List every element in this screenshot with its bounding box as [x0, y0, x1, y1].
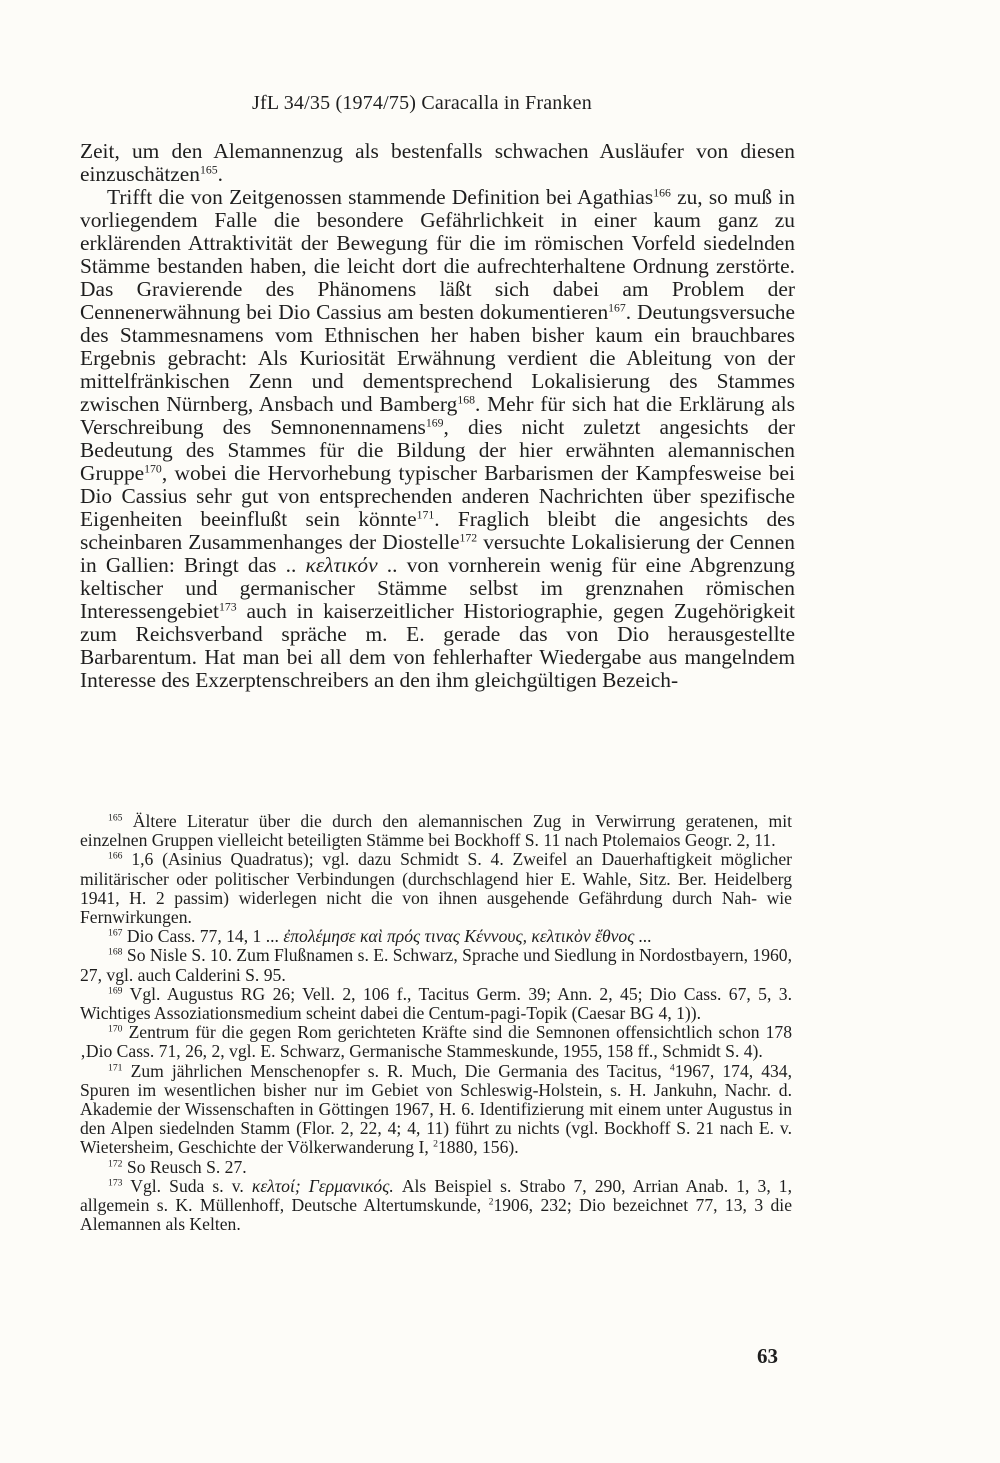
footnote-number: 169 — [108, 985, 123, 997]
text-run: , wobei die Hervorhebung typischer Barbarismen der Kampfesweise bei Dio Cassius sehr gut von entsprechenden anderen Nachrichten über spezifische Eigenheiten beeinflußt sein könnte — [80, 461, 795, 531]
footnote-ref-171[interactable]: 171 — [416, 508, 435, 522]
footnote-text: Als Beispiel s. Strabo 7, 290, Arrian Anab. 1, 3, 1, allgemein s. K. Müllenhoff, Deutsche Altertumskunde, — [80, 1175, 792, 1216]
footnote-172 — [80, 1158, 792, 1177]
text-run: auch in kaiserzeitlicher Historiographie, gegen Zugehörigkeit zum Reichsverband spräche m. E. gerade das von Dio herausgestellte Barbarentum. Hat man bei all dem von fehlerhafter Wiedergabe aus mangelndem Interesse des Exzerptenschreibers an den ihm gleichgültigen Bezeich- — [80, 599, 795, 692]
text-run: , dies nicht zuletzt angesichts der Bedeutung des Stammes für die Bildung der hier erwähnten alemannischen Gruppe — [80, 415, 795, 485]
text-run: zu, so muß in vorliegendem Falle die besondere Gefährlichkeit in einer kaum ganz zu erklärenden Attraktivität der Bewegung für die im römischen Vorfeld siedelnden Stämme bestanden haben, die leicht dort die aufrechterhaltene Ordnung zerstörte. Das Gravierende des Phänomens läßt sich dabei am Problem der Cennenerwähnung bei Dio Cassius am besten dokumentieren — [80, 185, 795, 324]
footnote-number: 171 — [108, 1062, 123, 1074]
text-run: . Fraglich bleibt die angesichts des scheinbaren Zusammenhanges der Diostelle — [80, 507, 795, 554]
footnote-170 — [80, 1023, 792, 1061]
footnote-number: 172 — [108, 1158, 123, 1170]
greek-quote: ἐπολέμησε καὶ πρός τινας Κέννους, κελτικὸν ἔθνος ... — [283, 926, 652, 947]
footnote-ref-169[interactable]: 169 — [425, 416, 444, 430]
greek-word: κελτοί; Γερμανικός. — [251, 1175, 394, 1196]
footnote-ref-167[interactable]: 167 — [608, 301, 626, 315]
text-run: versuchte Lokalisierung der Cennen in Gallien: Bringt das .. — [80, 530, 795, 577]
footnote-number: 167 — [108, 927, 123, 939]
footnote-165 — [80, 812, 792, 850]
footnote-166 — [80, 850, 792, 927]
footnote-text: Ältere Literatur über die durch den alemannischen Zug in Verwirrung geratenen, mit einzelnen Gruppen vielleicht beteiligten Stämme bei Bockhoff S. 11 nach Ptolemaios Geogr. 2, 11. — [80, 811, 792, 851]
footnote-text: Zum jährlichen Menschenopfer s. R. Much, Die Germania des Tacitus, — [122, 1060, 670, 1081]
footnote-167 — [80, 927, 792, 946]
footnote-168 — [80, 946, 792, 984]
text-run: Trifft die von Zeitgenossen stammende Definition bei Agathias — [107, 185, 654, 209]
edition-superscript: 2 — [433, 1139, 438, 1151]
paragraph-2 — [80, 186, 795, 692]
text-run: .. von vornherein wenig für eine Abgrenzung keltischer und germanischer Stämme selbst im grenznahen römischen Interessengebiet — [80, 553, 795, 623]
footnote-text: 1967, 174, 434, Spuren im wesentlichen bisher nur im Gebiet von Schleswig-Holstein, s. H. Jankuhn, Nachr. d. Akademie der Wissenschaften in Göttingen 1967, H. 6. Identifizierung mit einem unter Augustus in den Alpen siedelnden Stamm (Flor. 2, 22, 4; 4, 11) führt zu nichts (vgl. Bockhoff S. 21 nach E. v. Wietersheim, Geschichte der Völkerwanderung I, — [80, 1060, 792, 1158]
footnote-173 — [80, 1177, 792, 1235]
footnote-171 — [80, 1062, 792, 1158]
page-number: 63 — [757, 1344, 778, 1368]
footnote-number: 173 — [108, 1177, 123, 1189]
edition-superscript: 4 — [669, 1062, 675, 1074]
footnote-text: So Reusch S. 27. — [122, 1156, 247, 1177]
footnote-number: 170 — [108, 1023, 123, 1035]
footnote-ref-166[interactable]: 166 — [653, 186, 671, 200]
footnote-ref-173[interactable]: 173 — [218, 600, 237, 614]
text-run: Zeit, um den Alemannenzug als bestenfalls schwachen Ausläufer von diesen einzuschätzen — [80, 139, 795, 186]
footnote-ref-170[interactable]: 170 — [144, 462, 162, 476]
footnote-ref-168[interactable]: 168 — [457, 393, 476, 407]
footnote-number: 165 — [108, 812, 123, 824]
text-run: . Deutungsversuche des Stammesnamens vom Ethnischen her haben bisher kaum ein brauchbares Ergebnis gebracht: Als Kuriosität Erwähnung verdient die Ableitung von der mittelfränkischen Zenn und dementsprechend Lokalisierung des Stammes zwischen Nürnberg, Ansbach und Bamberg — [80, 300, 795, 416]
footnote-ref-172[interactable]: 172 — [459, 531, 478, 545]
footnote-text: So Nisle S. 10. Zum Flußnamen s. E. Schwarz, Sprache und Siedlung in Nordostbayern, 1960, 27, vgl. auch Calderini S. 95. — [80, 945, 792, 985]
main-text — [80, 140, 795, 692]
footnote-number: 166 — [108, 851, 123, 863]
footnote-text: Vgl. Suda s. v. — [122, 1175, 252, 1196]
text-run: . — [217, 162, 223, 186]
footnote-text: Dio Cass. 77, 14, 1 ... — [122, 926, 284, 947]
footnote-text: 1,6 (Asinius Quadratus); vgl. dazu Schmidt S. 4. Zweifel an Dauerhaftigkeit möglicher militärischer oder politischer Verbindungen (durchschlagend hier E. Wahle, Sitz. Ber. Heidelberg 1941, H. 2 passim) widerlegen nicht die von ihnen ausgehende Gefährdung durch Nah- wie Fernwirkungen. — [80, 849, 792, 928]
text-run: . Mehr für sich hat die Erklärung als Verschreibung des Semnonennamens — [80, 392, 795, 439]
edition-superscript: 2 — [488, 1196, 494, 1208]
footnotes — [80, 812, 792, 1234]
footnote-text: 1880, 156). — [438, 1137, 519, 1158]
footnote-ref-165[interactable]: 165 — [199, 163, 218, 177]
footnote-number: 168 — [108, 947, 123, 959]
footnote-text: Vgl. Augustus RG 26; Vell. 2, 106 f., Tacitus Germ. 39; Ann. 2, 45; Dio Cass. 67, 5, 3. Wichtiges Assoziationsmedium scheint dabei die Centum-pagi-Topik (Caesar BG 4, 1)). — [80, 983, 792, 1024]
running-head: JfL 34/35 (1974/75) Caracalla in Franken — [252, 92, 592, 114]
paragraph-1 — [80, 140, 795, 186]
footnote-text: 1906, 232; Dio bezeichnet 77, 13, 3 die Alemannen als Kelten. — [80, 1195, 793, 1235]
footnote-text: Zentrum für die gegen Rom gerichteten Kräfte sind die Semnonen offensichtlich schon 178 ‚Dio Cass. 71, 26, 2, vgl. E. Schwarz, Germanische Stammeskunde, 1955, 158 ff., Schmidt S. 4). — [80, 1022, 792, 1062]
greek-word: κελτικόν — [305, 553, 378, 577]
footnote-169 — [80, 985, 792, 1023]
